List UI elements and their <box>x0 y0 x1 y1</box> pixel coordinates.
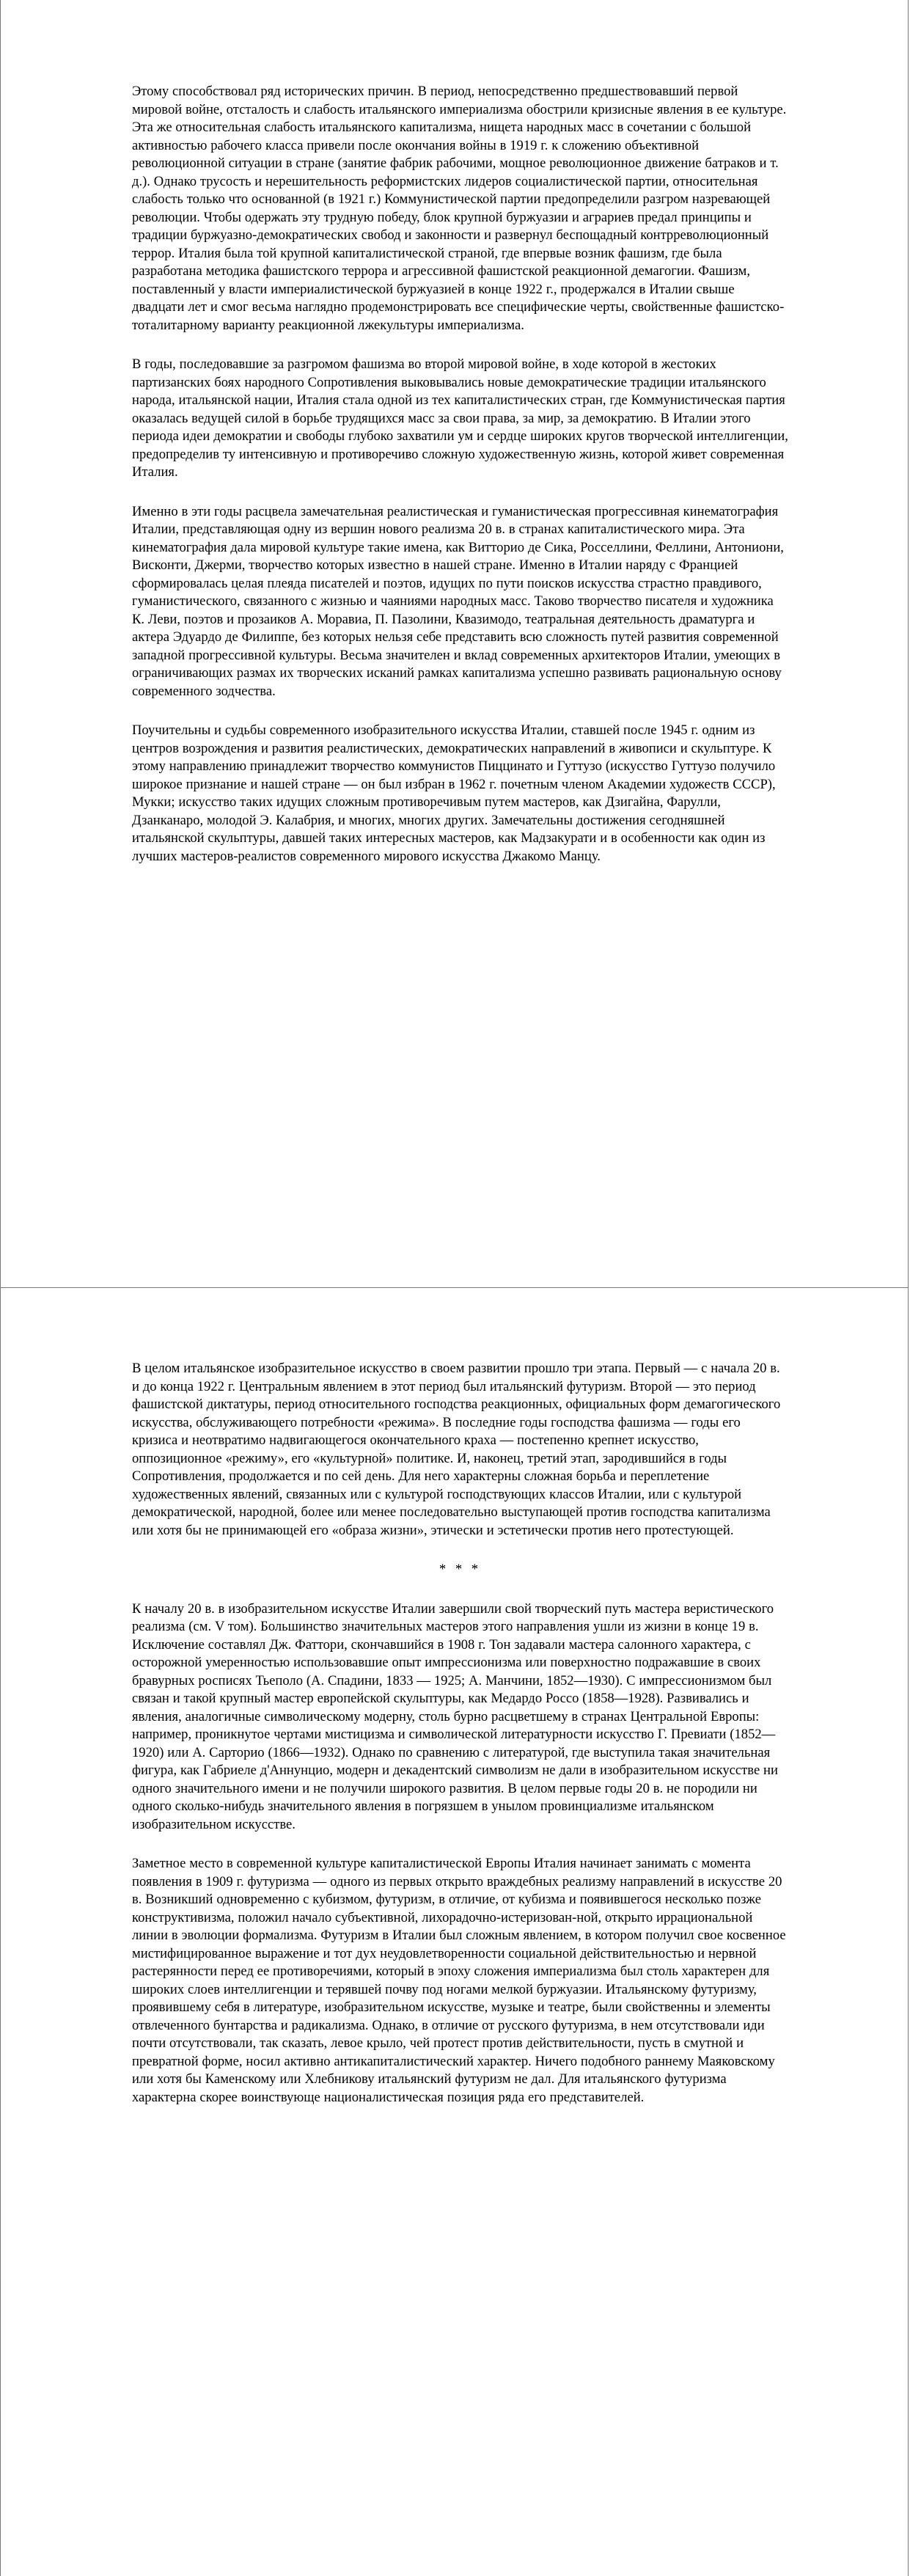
page-2-text-block <box>132 1360 788 2128</box>
paragraph: Заметное место в современной культуре капиталистической Европы Италия начинает занимать с момента появления в 1909 г. футуризма — одного из первых открыто враждебных реализму направлений в искусстве 20 в. Возникший одновременно с кубизмом, футуризм, в отличие, от кубизма и появившегося несколько позже конструктивизма, положил начало субъективной, лихорадочно-истеризован-ной, открыто иррациональной линии в эволюции формализма. Футуризм в Италии был сложным явлением, в котором получил свое косвенное мистифицированное выражение и тот дух неудовлетворенности социальной действительностью и нервной растерянности перед ее противоречиями, который в эпоху сложения империализма был столь характерен для широких слоев интеллигенции и терявшей почву под ногами мелкой буржуазии. Итальянскому футуризму, проявившему себя в литературе, изобразительном искусстве, музыке и театре, были свойственны и элементы отвлеченного бунтарства и радикализма. Однако, в отличие от русского футуризма, в нем отсутствовали иди почти отсутствовали, так сказать, левое крыло, чей протест против действительности, пусть в смутной и превратной форме, носил активно антикапиталистический характер. Ничего подобного раннему Маяковскому или хотя бы Каменскому или Хлебникову итальянский футуризм не дал. Для итальянского футуризма характерна скорее воинствующе националистическая позиция ряда его представителей. <box>132 1856 786 2105</box>
paragraph: Этому способствовал ряд исторических причин. В период, непосредственно предшествовавший первой мировой войне, отсталость и слабость итальянского империализма обострили кризисные явления в ее культуре. Эта же относительная слабость итальянского капитализма, нищета народных масс в сочетании с большой активностью рабочего класса привели после окончания войны в 1919 г. к сложению объективной революционной ситуации в стране (занятие фабрик рабочими, мощное революционное движение батраков и т. д.). Однако трусость и нерешительность реформистских лидеров социалистической партии, относительная слабость только что основанной (в 1921 г.) Коммунистической партии предопределили разгром назревающей революции. Чтобы одержать эту трудную победу, блок крупной буржуазии и аграриев предал принципы и традиции буржуазно-демократических свобод и законности и развернул беспощадный контрреволюционный террор. Италия была той крупной капиталистической страной, где впервые возник фашизм, где была разработана методика фашистского террора и агрессивной фашистской реакционной демагогии. Фашизм, поставленный у власти империалистической буржуазией в конце 1922 г., продержался в Италии свыше двадцати лет и смог весьма наглядно продемонстрировать все специфические черты, свойственные фашистско-тоталитарному варианту реакционной лжекультуры империализма. <box>132 84 787 333</box>
document-page-1 <box>0 0 909 1288</box>
paragraph: Именно в эти годы расцвела замечательная реалистическая и гуманистическая прогрессивная кинематография Италии, представляющая одну из вершин нового реализма 20 в. в странах капиталистического мира. Эта кинематография дала мировой культуре такие имена, как Витторио де Сика, Росселлини, Феллини, Антониони, Висконти, Джерми, творчество которых известно в нашей стране. Именно в Италии наряду с Францией сформировалась целая плеяда писателей и поэтов, идущих по пути поисков искусства страстно правдивого, гуманистического, связанного с жизнью и чаяниями народных масс. Таково творчество писателя и художника К. Леви, поэтов и прозаиков А. Моравиа, П. Пазолини, Квазимодо, театральная деятельность драматурга и актера Эдуардо де Филиппе, без которых нельзя себе представить всю сложность путей развития современной западной прогрессивной культуры. Весьма значителен и вклад современных архитекторов Италии, умеющих в ограничивающих размах их творческих исканий рамках капитализма успешно развивать рациональную основу современного зодчества. <box>132 503 784 699</box>
paragraph: В целом итальянское изобразительное искусство в своем развитии прошло три этапа. Первый — с начала 20 в. и до конца 1922 г. Центральным явлением в этот период был итальянский футуризм. Второй — это период фашистской диктатуры, период относительного господства реакционных, официальных форм демагогического искусства, обслуживающего потребности «режима». В последние годы господства фашизма — годы его кризиса и неотвратимо надвигающегося окончательного краха — постепенно крепнет искусство, оппозиционное «режиму», его «культурной» политике. И, наконец, третий этап, зародившийся в годы Сопротивления, продолжается и по сей день. Для него характерны сложная борьба и переплетение художественных явлений, связанных или с культурой господствующих классов Италии, или с культурой демократической, народной, более или менее последовательно выступающей против господства капитализма или хотя бы не принимающей его «образа жизни», этически и эстетически против него протестующей. <box>132 1361 781 1538</box>
document-page-2 <box>0 1287 909 2576</box>
section-separator: * * * <box>439 1562 482 1577</box>
paragraph: К началу 20 в. в изобразительном искусстве Италии завершили свой творческий путь мастера веристического реализма (см. V том). Большинство значительных мастеров этого направления ушли из жизни в конце 19 в. Исключение составлял Дж. Фаттори, скончавшийся в 1908 г. Тон задавали мастера салонного характера, с осторожной умеренностью использовавшие опыт импрессионизма или поверхностно подражавшие в своих бравурных росписях Тьеполо (А. Спадини, 1833 — 1925; А. Манчини, 1852—1930). С импрессионизмом был связан и такой крупный мастер европейской скульптуры, как Медардо Россо (1858—1928). Развивались и явления, аналогичные символическому модерну, столь бурно расцветшему в странах Центральной Европы: например, проникнутое чертами мистицизма и символической литературности искусство Г. Превиати (1852—1920) или А. Сарторио (1866—1932). Однако по сравнению с литературой, где выступила такая значительная фигура, как Габриеле д'Аннунцио, модерн и декадентский символизм не дали в изобразительном искусстве ни одного значительного имени и не получили широкого развития. В целом первые годы 20 в. не породили ни одного сколько-нибудь значительного явления в погрязшем в унылом провинциализме итальянском изобразительном искусстве. <box>132 1600 778 1832</box>
paragraph: Поучительны и судьбы современного изобразительного искусства Италии, ставшей после 1945 г. одним из центров возрождения и развития реалистических, демократических направлений в живописи и скульптуре. К этому направлению принадлежит творчество коммунистов Пиццинато и Гуттузо (искусство Гуттузо получило широкое признание и нашей стране — он был избран в 1962 г. почетным членом Академии художеств СССР), Мукки; искусство таких идущих сложным противоречивым путем мастеров, как Дзигайна, Фарулли, Дзанканаро, молодой Э. Калабрия, и многих, многих других. Замечательны достижения сегодняшней итальянской скульптуры, давшей таких интересных мастеров, как Мадзакурати и в особенности как один из лучших мастеров-реалистов современного мирового искусства Джакомо Манцу. <box>132 722 776 864</box>
page-1-text-block <box>132 83 788 887</box>
paragraph: В годы, последовавшие за разгромом фашизма во второй мировой войне, в ходе которой в жестоких партизанских боях народного Сопротивления выковывались новые демократические традиции итальянского народа, итальянской нации, Италия стала одной из тех капиталистических стран, где Коммунистическая партия оказалась ведущей силой в борьбе трудящихся масс за свои права, за мир, за демократию. В Италии этого периода идеи демократии и свободы глубоко захватили ум и сердце широких кругов творческой интеллигенции, предопределив ту интенсивную и противоречиво сложную художественную жизнь, которой живет современная Италия. <box>132 356 788 480</box>
